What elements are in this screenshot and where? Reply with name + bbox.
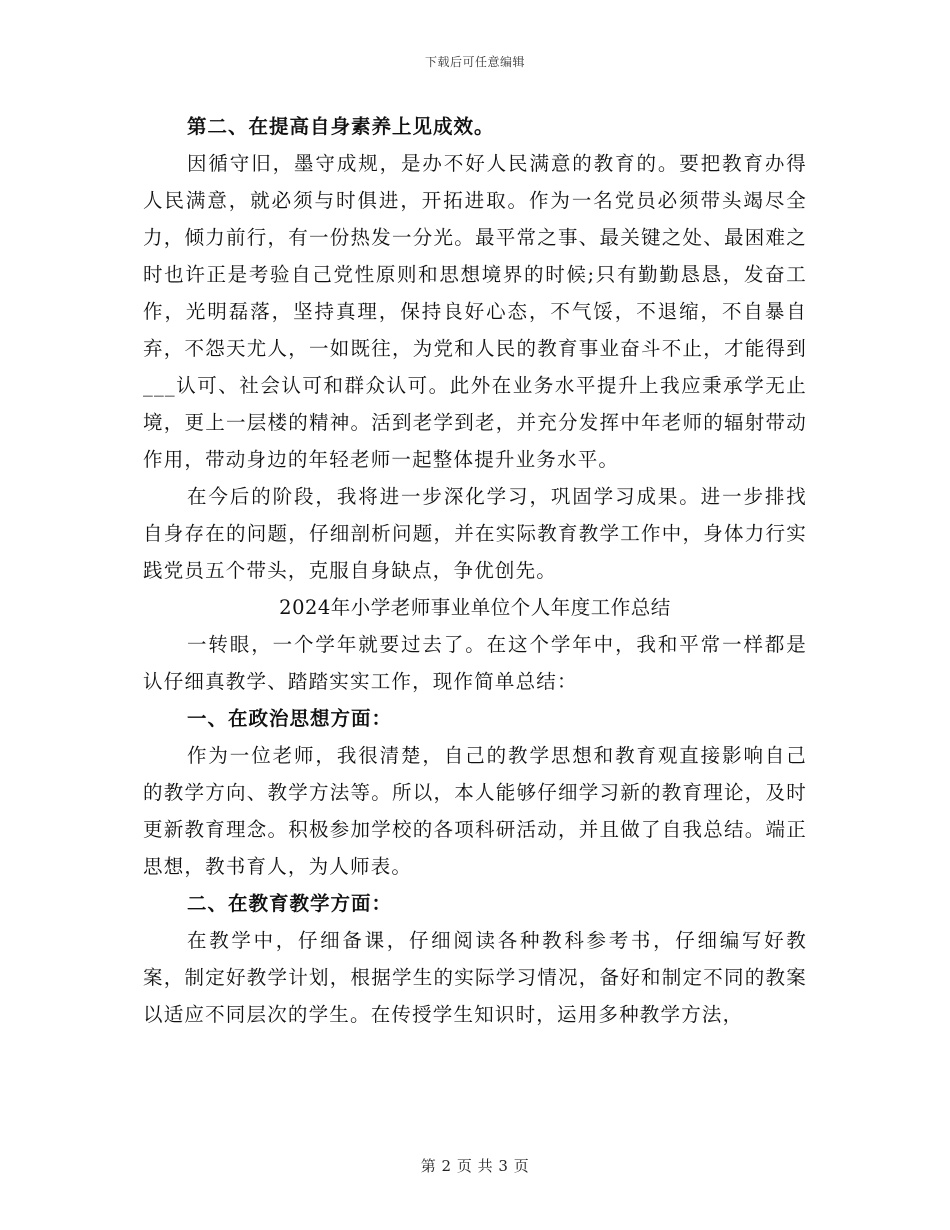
document-body — [143, 108, 807, 1033]
header-note: 下载后可任意编辑 — [424, 55, 525, 69]
paragraph-intro: 一转眼，一个学年就要过去了。在这个学年中，我和平常一样都是认仔细真教学、踏踏实实工作，现作简单总结： — [143, 633, 807, 693]
heading-section-2: 第二、在提高自身素养上见成效。 — [187, 115, 495, 138]
paragraph-teaching: 在教学中，仔细备课，仔细阅读各种教科参考书，仔细编写好教案，制定好教学计划，根据学生的实际学习情况，备好和制定不同的教案以适应不同层次的学生。在传授学生知识时，运用多种教学方法， — [143, 929, 807, 1026]
section-title: 2024年小学老师事业单位个人年度工作总结 — [279, 596, 671, 619]
page-number: 第 2 页 共 3 页 — [420, 1157, 530, 1175]
paragraph-self-improvement: 因循守旧，墨守成规，是办不好人民满意的教育的。要把教育办得人民满意，就必须与时俱进，开拓进取。作为一名党员必须带头竭尽全力，倾力前行，有一份热发一分光。最平常之事、最关键之处、最困难之时也许正是考验自己党性原则和思想境界的时候;只有勤勤恳恳，发奋工作，光明磊落，坚持真理，保持良好心态，不气馁，不退缩，不自暴自弃，不怨天尤人，一如既往，为党和人民的教育事业奋斗不止，才能得到___认可、社会认可和群众认可。此外在业务水平提升上我应秉承学无止境，更上一层楼的精神。活到老学到老，并充分发挥中年老师的辐射带动作用，带动身边的年轻老师一起整体提升业务水平。 — [143, 152, 807, 471]
paragraph-future-plan: 在今后的阶段，我将进一步深化学习，巩固学习成果。进一步排找自身存在的问题，仔细剖析问题，并在实际教育教学工作中，身体力行实践党员五个带头，克服自身缺点，争优创先。 — [143, 485, 807, 582]
paragraph-politics: 作为一位老师，我很清楚，自己的教学思想和教育观直接影响自己的教学方向、教学方法等。所以，本人能够仔细学习新的教育理论，及时更新教育理念。积极参加学校的各项科研活动，并且做了自我总结。端正思想，教书育人，为人师表。 — [143, 744, 807, 878]
heading-teaching: 二、在教育教学方面： — [187, 892, 393, 915]
heading-politics: 一、在政治思想方面： — [187, 707, 393, 730]
